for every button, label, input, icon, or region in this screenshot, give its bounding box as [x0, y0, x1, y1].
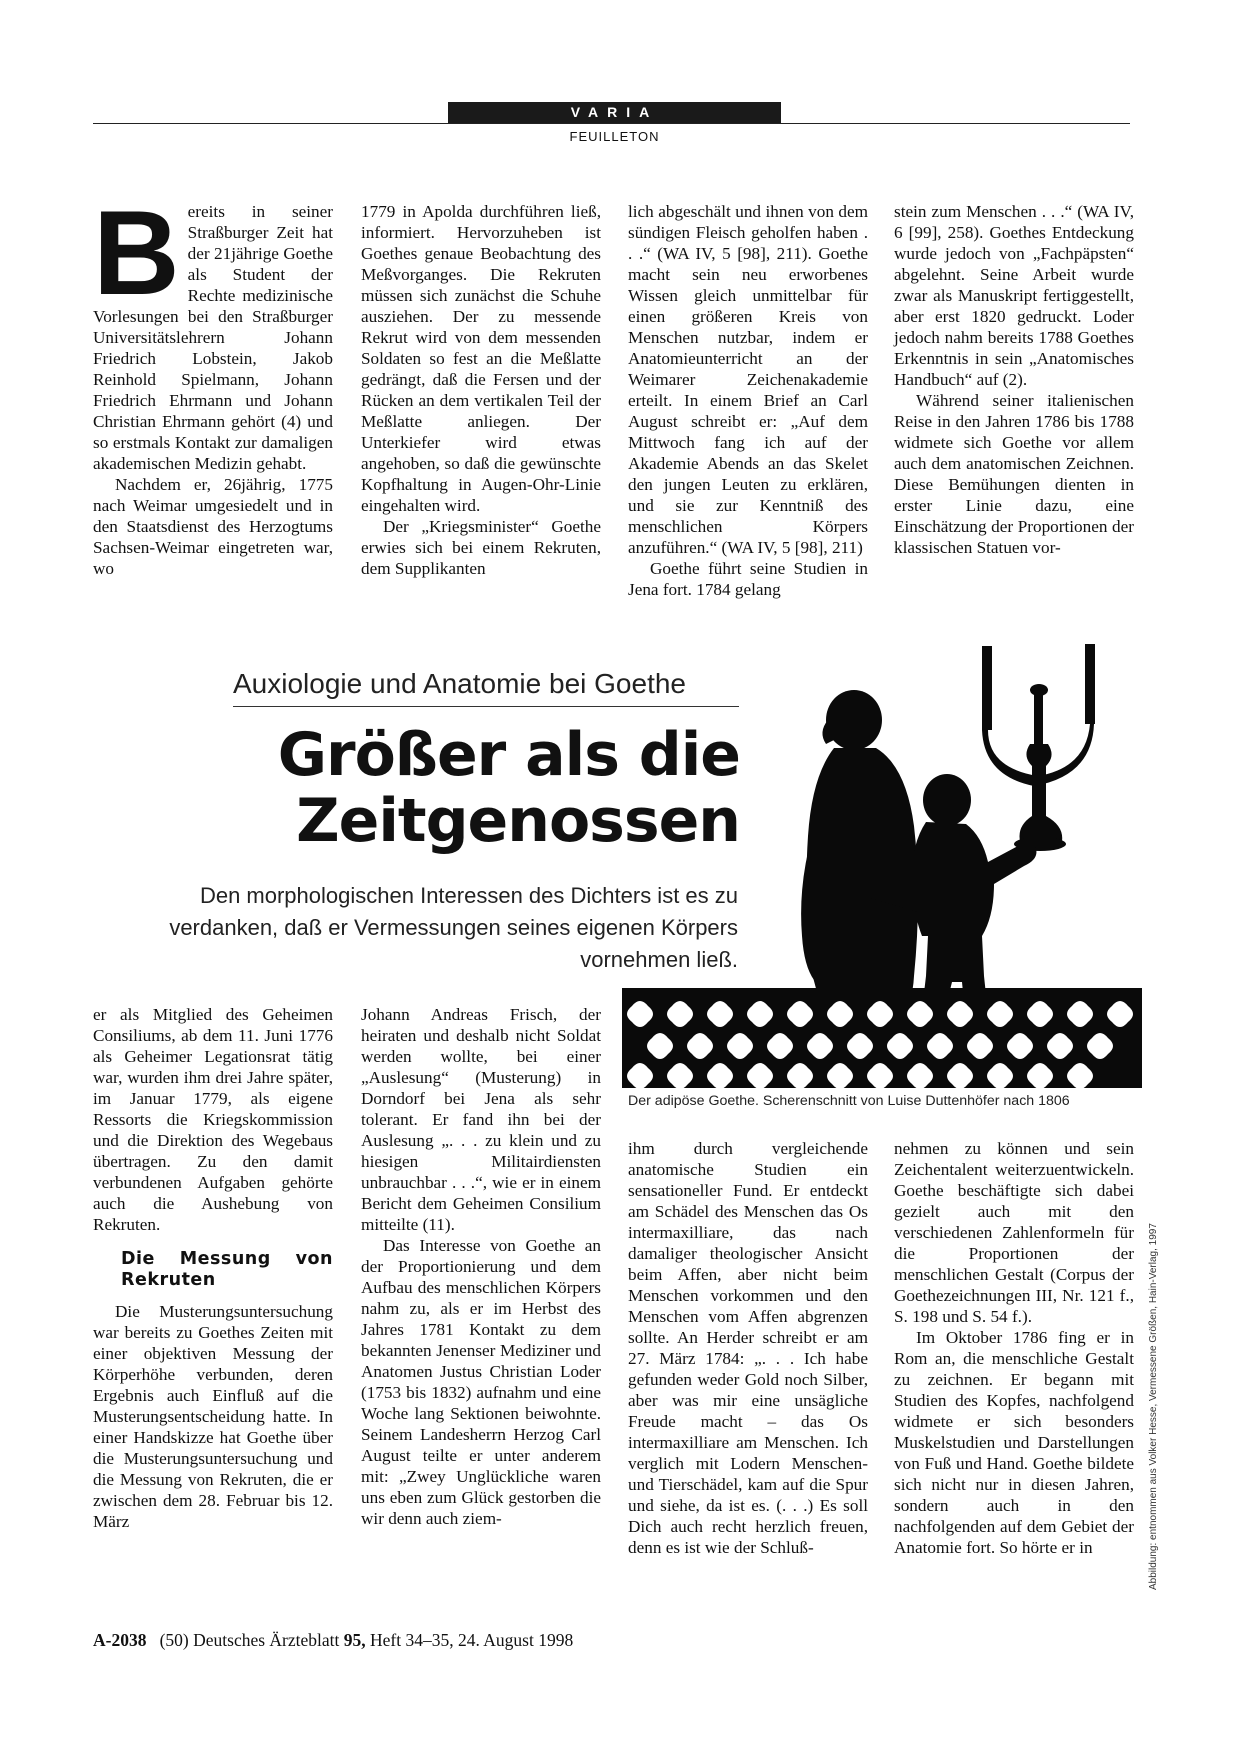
- figure-credit: Abbildung: entnommen aus Volker Hesse, Vermessene Größen, Hain-Verlag, 1997: [1148, 1223, 1159, 1590]
- candle-left: [982, 646, 992, 730]
- journal-name: Deutsches Ärzteblatt: [193, 1630, 340, 1650]
- goethe-head: [826, 690, 882, 750]
- figure-caption: Der adipöse Goethe. Scherenschnitt von Luise Duttenhöfer nach 1806: [628, 1093, 1070, 1109]
- paragraph: Goethe führt seine Studien in Jena fort. 1784 gelang: [628, 559, 868, 599]
- bottom-column-3: [628, 1138, 868, 1558]
- subsection-label: FEUILLETON: [569, 129, 660, 144]
- candelabrum-stem: [1020, 744, 1063, 841]
- candle-right: [1085, 644, 1095, 724]
- paragraph: Johann Andreas Frisch, der heiraten und deshalb nicht Soldat werden wollte, bei einer „Auslesung“ (Musterung) in Dorndorf bei Jena als sehr tolerant. Er fand ihn bei der Auslesung „. . . zu klein und zu hiesigen Militairdiensten unbrauchbar . . .“, wie er in einem Bericht dem Geheimen Consilium mitteilte (11).: [361, 1005, 601, 1234]
- headline-line-1: Größer als die: [277, 720, 740, 790]
- paragraph: nehmen zu können und sein Zeichentalent weiterzuentwickeln. Goethe beschäftigte sich dabei gezielt auch mit den verschiedenen Zahlenformeln für die Proportionen der menschlichen Gestalt (Corpus der Goethezeichnungen III, Nr. 121 f., S. 198 und S. 54 f.).: [894, 1139, 1134, 1326]
- paragraph: Während seiner italienischen Reise in den Jahren 1786 bis 1788 widmete sich Goethe vor allem auch dem anatomischen Zeichnen. Diese Bemühungen dienten in erster Linie dazu, eine Einschätzung der Proportionen der klassischen Statuen vor-: [894, 391, 1134, 557]
- headline-line-2: Zeitgenossen: [296, 786, 740, 856]
- dropcap: B: [93, 186, 180, 320]
- subheading: Die Messung von Rekruten: [121, 1249, 333, 1290]
- page-number: (50): [159, 1630, 189, 1650]
- page-footer: [93, 1630, 573, 1651]
- header-rule: [93, 123, 1130, 124]
- paragraph: Der „Kriegsminister“ Goethe erwies sich bei einem Rekruten, dem Supplikanten: [361, 517, 601, 578]
- silhouette-illustration: [622, 636, 1142, 1088]
- section-label: VARIA: [448, 102, 781, 123]
- paragraph: Im Oktober 1786 fing er in Rom an, die menschliche Gestalt zu zeichnen. Er begann mit Studien des Kopfes, nachfolgend widmete er sich besonders Muskelstudien und Darstellungen von Fuß und Hand. Goethe bildete sich nicht nur in diesen Jahren, sondern auch in den nachfolgenden auf dem Gebiet der Anatomie fort. So hörte er in: [894, 1328, 1134, 1557]
- bottom-column-2: [361, 1004, 601, 1529]
- candle-center: [1034, 694, 1043, 744]
- kicker: Auxiologie und Anatomie bei Goethe: [233, 668, 739, 707]
- top-column-3: [628, 201, 868, 600]
- paragraph: Die Musterungsuntersuchung war bereits zu Goethes Zeiten mit einer objektiven Messung der Körperhöhe verbunden, deren Ergebnis auch Einfluß auf die Musterungsentscheidung hatte. In einer Handskizze hat Goethe über die Musterungsuntersuchung und die Messung von Rekruten, die er zwischen dem 28. Februar bis 12. März: [93, 1302, 333, 1531]
- volume: 95,: [343, 1630, 366, 1650]
- paragraph: ihm durch vergleichende anatomische Studien ein sensationeller Fund. Er entdeckt am Schädel des Menschen das Os intermaxilliare, das nach damaliger theologischer Ansicht beim Affen, aber nicht beim Menschen vorkommen und den Menschen vom Affen abgrenzen sollte. An Herder schreibt er am 27. März 1784: „. . . Ich habe gefunden weder Gold noch Silber, aber was mir eine unsägliche Freude macht – das Os intermaxilliare am Menschen. Ich verglich mit Lodern Menschen- und Tierschädel, kam auf die Spur und siehe, da ist es. (. . .) Es soll Dich auch recht herzlich freuen, denn es ist wie der Schluß-: [628, 1139, 868, 1557]
- top-column-2: [361, 201, 601, 579]
- paragraph: stein zum Menschen . . .“ (WA IV, 6 [99], 258). Goethes Entdeckung wurde jedoch von „Fachpäpsten“ abgelehnt. Seine Arbeit wurde zwar als Manuskript fertiggestellt, aber erst 1820 gedruckt. Loder jedoch nahm bereits 1788 Goethes Erkenntnis in sein „Anatomisches Handbuch“ auf (2).: [894, 202, 1134, 389]
- top-column-4: [894, 201, 1134, 558]
- page-code: A-2038: [93, 1630, 147, 1650]
- issue-date: Heft 34–35, 24. August 1998: [370, 1630, 574, 1650]
- paragraph: Das Interesse von Goethe an der Proportionierung und dem Aufbau des menschlichen Körpers nahm zu, als er im Herbst des Jahres 1781 Kontakt zu dem bekannten Jenenser Mediziner und Anatomen Justus Christian Loder (1753 bis 1832) aufnahm und eine Woche lang Sektionen beiwohnte. Seinem Landesherrn Herzog Carl August teilte er unter anderem mit: „Zwey Unglückliche waren uns eben zum Glück gestorben die wir denn auch ziem-: [361, 1236, 601, 1528]
- paragraph: lich abgeschält und ihnen von dem sündigen Fleisch geholfen haben . . .“ (WA IV, 5 [98], 211). Goethe macht sein neu erworbenes Wissen gleich unmittelbar für einen größeren Kreis von Menschen nutzbar, indem er Anatomieunterricht an der Weimarer Zeichenakademie erteilt. In einem Brief an Carl August schreibt er: „Auf dem Mittwoch fang ich auf der Akademie Abends an das Skelet den jungen Leuten zu erklären, und sie zur Kenntniß des menschlichen Körpers anzuführen.“ (WA IV, 5 [98], 211): [628, 202, 868, 557]
- servant-head: [923, 774, 971, 826]
- paragraph: Nachdem er, 26jährig, 1775 nach Weimar umgesiedelt und in den Staatsdienst des Herzogtums Sachsen-Weimar eingetreten war, wo: [93, 475, 333, 578]
- deck: Den morphologischen Interessen des Dichters ist es zu verdanken, daß er Vermessungen seines eigenen Körpers vornehmen ließ.: [169, 883, 738, 972]
- top-column-1: [93, 186, 333, 579]
- paragraph: ereits in seiner Straßburger Zeit hat der 21jährige Goethe als Student der Rechte medizinische Vorlesungen bei den Straßburger Universitätslehrern Johann Friedrich Lobstein, Jakob Reinhold Spielmann, Johann Friedrich Ehrmann und Johann Christian Ehrmann gehört (4) und so erstmals Kontakt zur damaligen akademischen Medizin gehabt.: [93, 202, 333, 473]
- bottom-column-1: [93, 1004, 333, 1532]
- bottom-column-4: [894, 1138, 1134, 1558]
- paragraph: 1779 in Apolda durchführen ließ, informiert. Hervorzuheben ist Goethes genaue Beobachtung des Meßvorganges. Die Rekruten müssen sich zunächst die Schuhe ausziehen. Der zu messende Rekrut wird von dem messenden Soldaten so fest an die Meßlatte gedrängt, daß die Fersen und der Rücken an dem vertikalen Teil der Meßlatte anliegen. Der Unterkiefer wird etwas angehoben, so daß die gewünschte Kopfhaltung in Augen-Ohr-Linie eingehalten wird.: [361, 202, 601, 515]
- paragraph: er als Mitglied des Geheimen Consiliums, ab dem 11. Juni 1776 als Geheimer Legationsrat tätig war, wurden ihm drei Jahre später, im Januar 1779, als eigene Ressorts die Kriegskommission und die Direktion des Wegebaus übertragen. Zu den damit verbundenen Aufgaben gehörte auch die Aushebung von Rekruten.: [93, 1005, 333, 1234]
